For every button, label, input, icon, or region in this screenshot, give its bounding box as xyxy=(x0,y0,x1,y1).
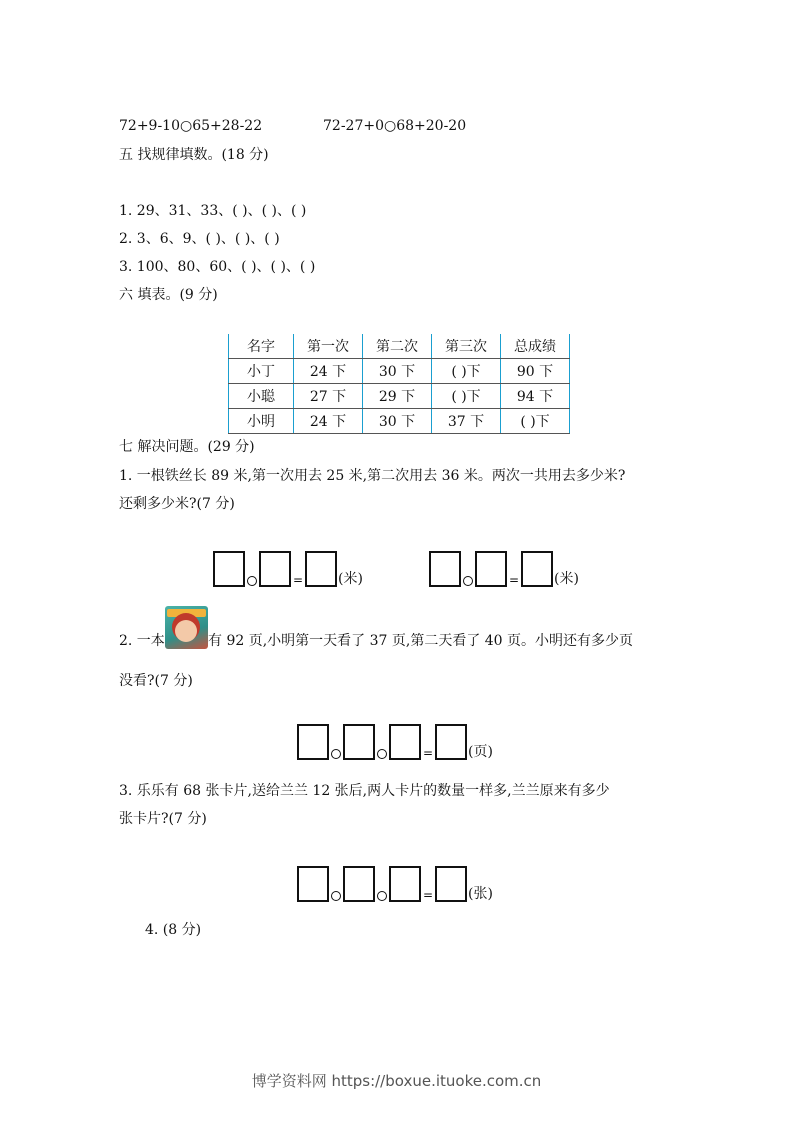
answer-box[interactable] xyxy=(429,551,461,587)
table-row xyxy=(229,409,570,434)
answer-box[interactable] xyxy=(389,866,421,902)
section5-title: 五 找规律填数。(18 分) xyxy=(119,147,269,163)
answer-box[interactable] xyxy=(475,551,507,587)
header-cell: 第二次 xyxy=(363,334,432,359)
compare-expression-left: 72+9-10○65+28-22 xyxy=(119,118,263,134)
question4: 4. (8 分) xyxy=(145,922,202,938)
unit-label: (米) xyxy=(554,571,579,587)
section6-title: 六 填表。(9 分) xyxy=(119,287,218,303)
operator-circle[interactable] xyxy=(329,888,343,902)
table-cell: 30 下 xyxy=(363,359,432,384)
question2-formula xyxy=(297,724,493,760)
unit-label: (页) xyxy=(468,744,493,760)
equals-sign: = xyxy=(422,746,434,760)
question3-line1: 3. 乐乐有 68 张卡片,送给兰兰 12 张后,两人卡片的数量一样多,兰兰原来有多少 xyxy=(119,783,610,799)
table-cell: 30 下 xyxy=(363,409,432,434)
pattern-item-1: 1. 29、31、33、( )、( )、( ) xyxy=(119,203,307,219)
question2-line2: 没看?(7 分) xyxy=(119,673,193,689)
header-cell: 第三次 xyxy=(432,334,501,359)
table-cell: 27 下 xyxy=(294,384,363,409)
table-cell: 90 下 xyxy=(501,359,570,384)
pattern-item-2: 2. 3、6、9、( )、( )、( ) xyxy=(119,231,280,247)
score-table xyxy=(228,334,570,434)
answer-box[interactable] xyxy=(305,551,337,587)
table-header-row xyxy=(229,334,570,359)
answer-box[interactable] xyxy=(343,724,375,760)
equals-sign: = xyxy=(292,573,304,587)
table-cell: 小明 xyxy=(229,409,294,434)
operator-circle[interactable] xyxy=(375,746,389,760)
table-cell: 94 下 xyxy=(501,384,570,409)
header-cell: 第一次 xyxy=(294,334,363,359)
table-cell: 小聪 xyxy=(229,384,294,409)
book-cover-image xyxy=(165,606,208,649)
table-cell: 37 下 xyxy=(432,409,501,434)
table-row xyxy=(229,384,570,409)
table-cell: 24 下 xyxy=(294,409,363,434)
section7-title: 七 解决问题。(29 分) xyxy=(119,439,255,455)
table-cell: 29 下 xyxy=(363,384,432,409)
operator-circle[interactable] xyxy=(375,888,389,902)
answer-box[interactable] xyxy=(343,866,375,902)
answer-box[interactable] xyxy=(521,551,553,587)
table-row xyxy=(229,359,570,384)
table-cell: 24 下 xyxy=(294,359,363,384)
question1-formula-1 xyxy=(213,551,363,587)
answer-box[interactable] xyxy=(389,724,421,760)
question2-line1: 有 92 页,小明第一天看了 37 页,第二天看了 40 页。小明还有多少页 xyxy=(208,633,634,649)
answer-box[interactable] xyxy=(213,551,245,587)
header-cell: 名字 xyxy=(229,334,294,359)
pattern-item-3: 3. 100、80、60、( )、( )、( ) xyxy=(119,259,316,275)
table-cell: ( )下 xyxy=(501,409,570,434)
answer-box[interactable] xyxy=(297,724,329,760)
answer-box[interactable] xyxy=(435,724,467,760)
question3-formula xyxy=(297,866,493,902)
question1-line1: 1. 一根铁丝长 89 米,第一次用去 25 米,第二次用去 36 米。两次一共用去多少米? xyxy=(119,468,626,484)
unit-label: (张) xyxy=(468,886,493,902)
operator-circle[interactable] xyxy=(461,573,475,587)
answer-box[interactable] xyxy=(297,866,329,902)
operator-circle[interactable] xyxy=(329,746,343,760)
answer-box[interactable] xyxy=(259,551,291,587)
footer-watermark: 博学资料网 https://boxue.ituoke.com.cn xyxy=(251,1072,542,1090)
header-cell: 总成绩 xyxy=(501,334,570,359)
operator-circle[interactable] xyxy=(245,573,259,587)
question1-line2: 还剩多少米?(7 分) xyxy=(119,496,235,512)
question1-formula-2 xyxy=(429,551,579,587)
equals-sign: = xyxy=(422,888,434,902)
table-cell: ( )下 xyxy=(432,359,501,384)
table-cell: ( )下 xyxy=(432,384,501,409)
unit-label: (米) xyxy=(338,571,363,587)
compare-expression-right: 72-27+0○68+20-20 xyxy=(323,118,467,134)
answer-box[interactable] xyxy=(435,866,467,902)
equals-sign: = xyxy=(508,573,520,587)
table-cell: 小丁 xyxy=(229,359,294,384)
question3-line2: 张卡片?(7 分) xyxy=(119,811,207,827)
question2-prefix: 2. 一本 xyxy=(119,633,165,649)
